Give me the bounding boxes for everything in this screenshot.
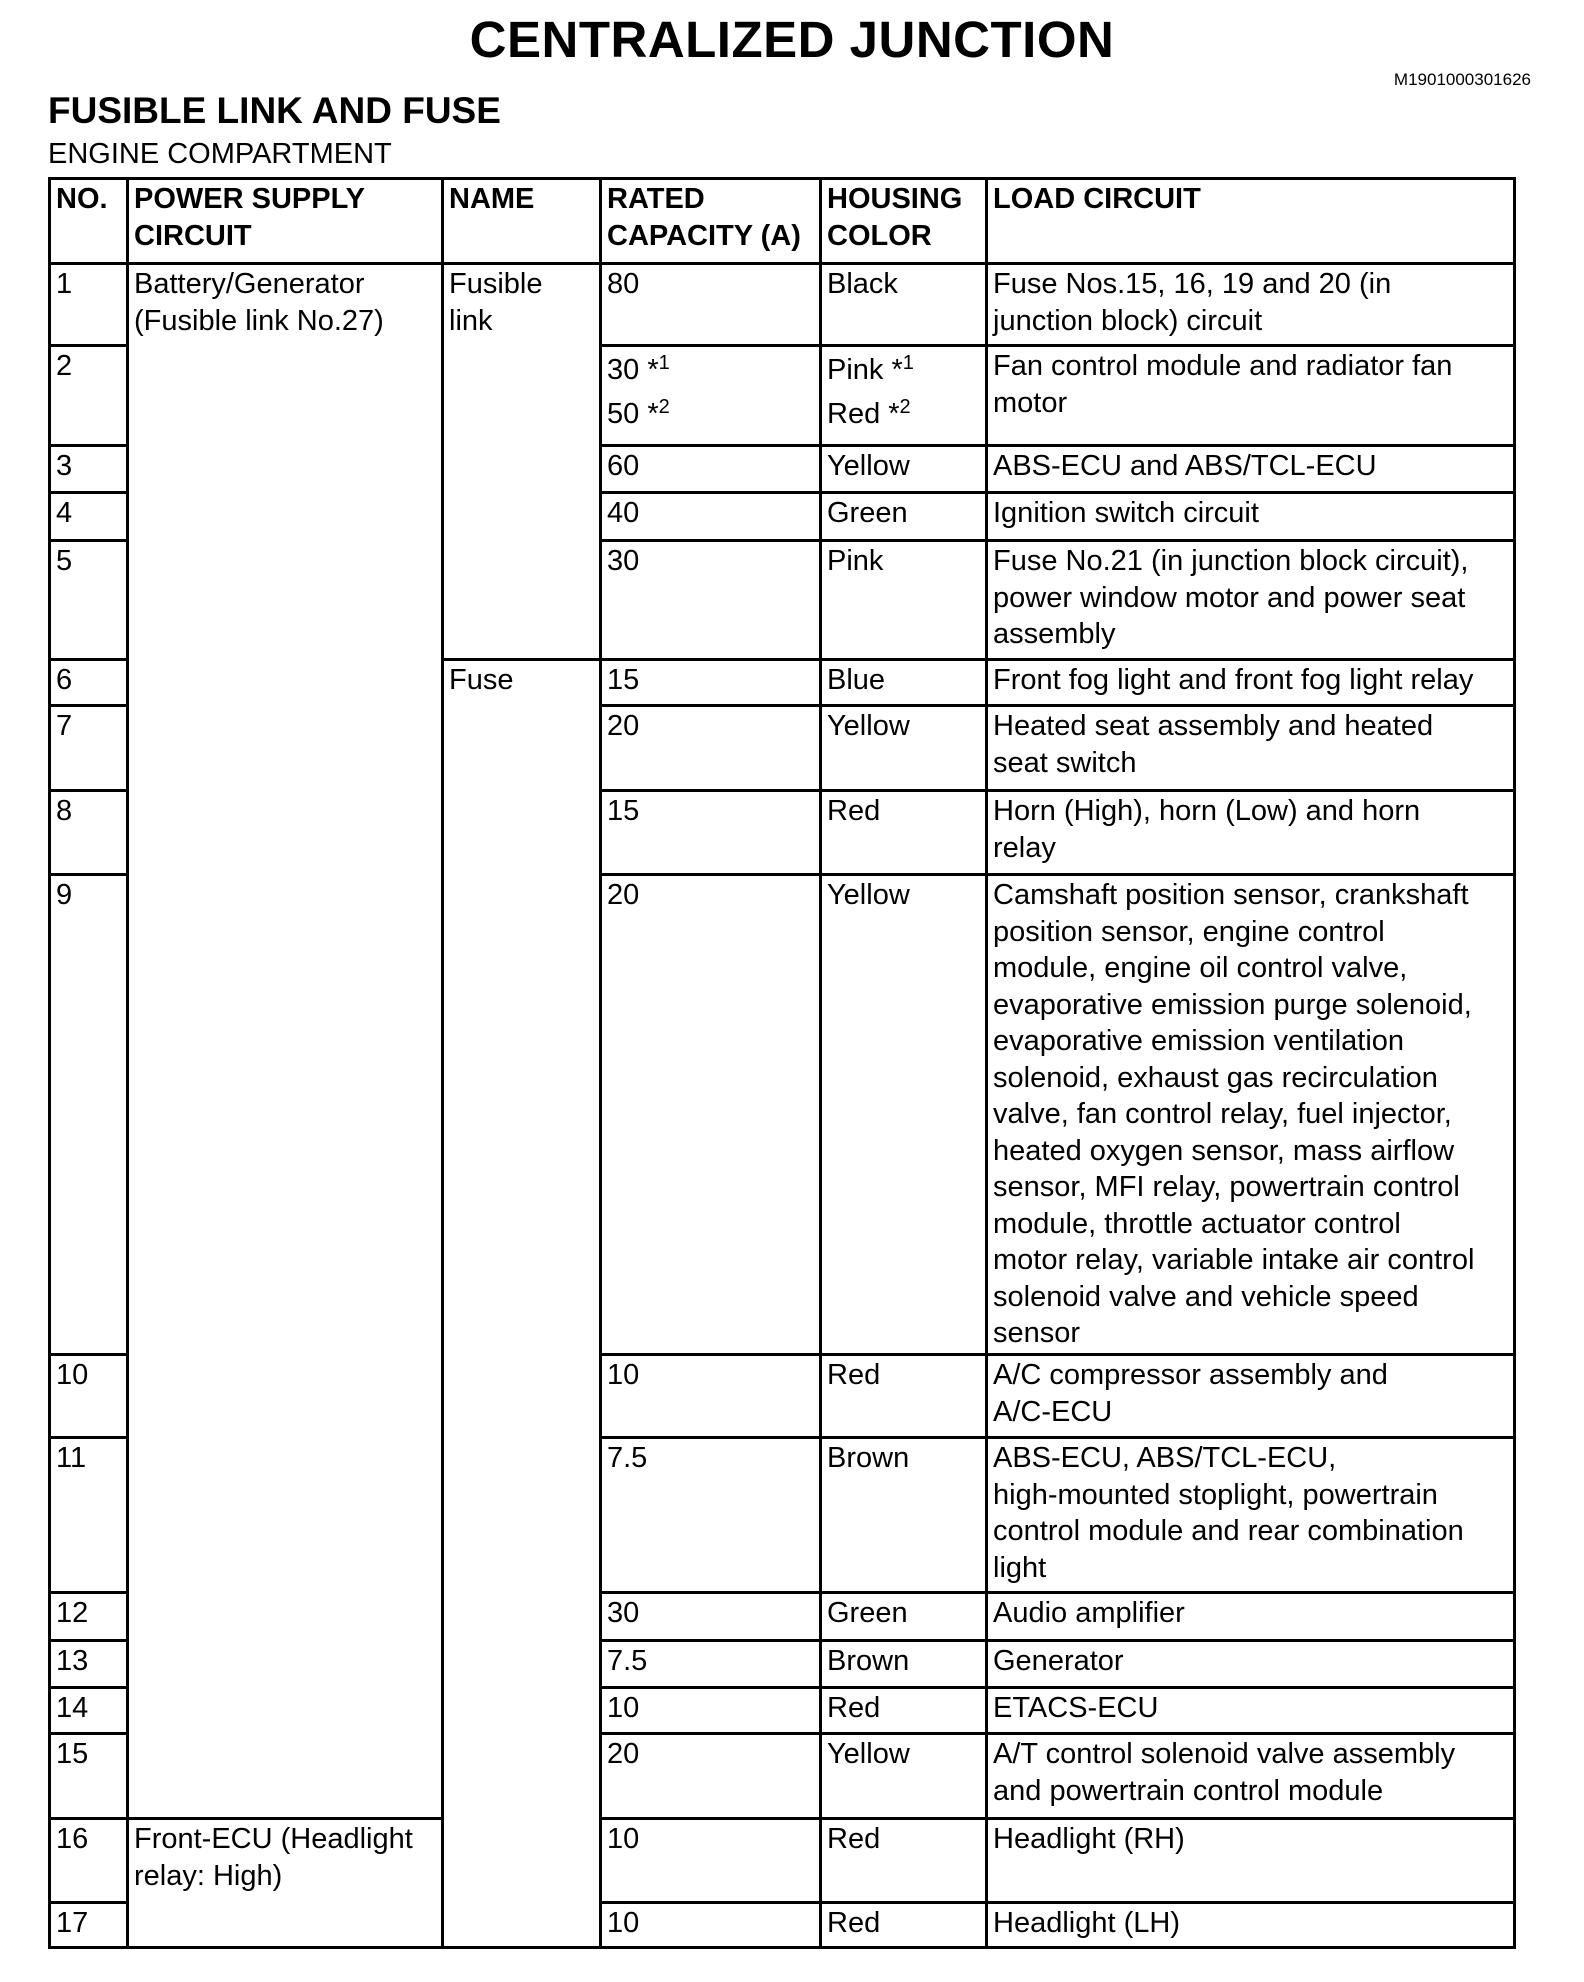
load-circuit: Headlight (RH) bbox=[993, 1823, 1185, 1855]
row-number: 13 bbox=[56, 1645, 89, 1677]
load-circuit: ABS-ECU, ABS/TCL-ECU, high-mounted stoplight, powertrain control module and rear combination light bbox=[993, 1442, 1464, 1584]
housing-color: Green bbox=[827, 1597, 908, 1629]
rated-capacity: 20 bbox=[607, 710, 640, 742]
row-number: 4 bbox=[56, 497, 73, 529]
housing-color: Red bbox=[827, 1692, 881, 1724]
table-rule bbox=[599, 1901, 1513, 1904]
rated-capacity: 15 bbox=[607, 795, 640, 827]
row-number: 17 bbox=[56, 1907, 89, 1939]
table-rule bbox=[48, 1436, 126, 1439]
load-circuit: A/T control solenoid valve assembly and powertrain control module bbox=[993, 1738, 1456, 1807]
table-rule bbox=[48, 789, 126, 792]
table-rule bbox=[599, 1639, 1513, 1642]
load-circuit: Front fog light and front fog light relay bbox=[993, 664, 1474, 696]
table-rule bbox=[48, 177, 1513, 180]
table-rule bbox=[819, 177, 822, 1946]
table-rule bbox=[985, 177, 988, 1946]
row-number: 5 bbox=[56, 545, 73, 577]
rated-capacity: 40 bbox=[607, 497, 640, 529]
table-rule bbox=[599, 539, 1513, 542]
housing-color: Red bbox=[827, 1359, 881, 1391]
table-rule bbox=[48, 539, 126, 542]
row-number: 1 bbox=[56, 268, 73, 300]
row-number: 2 bbox=[56, 350, 73, 382]
row-number: 7 bbox=[56, 710, 73, 742]
table-rule bbox=[48, 262, 1513, 265]
load-circuit: Horn (High), horn (Low) and horn relay bbox=[993, 795, 1421, 864]
housing-color: Green bbox=[827, 497, 908, 529]
housing-color: Pink bbox=[827, 545, 884, 577]
row-number: 15 bbox=[56, 1738, 89, 1770]
table-rule bbox=[599, 1353, 1513, 1356]
housing-color: Blue bbox=[827, 664, 886, 696]
load-circuit: Fan control module and radiator fan motor bbox=[993, 350, 1453, 419]
housing-color: Red bbox=[827, 1823, 881, 1855]
table-rule bbox=[599, 1686, 1513, 1689]
row-number: 9 bbox=[56, 879, 73, 911]
header-load: LOAD CIRCUIT bbox=[993, 183, 1201, 215]
rated-capacity: 80 bbox=[607, 268, 640, 300]
load-circuit: Fuse No.21 (in junction block circuit), power window motor and power seat assembly bbox=[993, 545, 1469, 650]
rated-capacity: 10 bbox=[607, 1692, 640, 1724]
table-rule bbox=[599, 1591, 1513, 1594]
rated-capacity: 30 bbox=[607, 1597, 640, 1629]
rated-capacity: 10 bbox=[607, 1359, 640, 1391]
document-id: M1901000301626 bbox=[1393, 70, 1531, 89]
row-number: 8 bbox=[56, 795, 73, 827]
load-circuit: ETACS-ECU bbox=[993, 1692, 1159, 1724]
table-rule bbox=[599, 873, 1513, 876]
header-capacity: RATED CAPACITY (A) bbox=[607, 183, 801, 252]
rated-capacity: 60 bbox=[607, 450, 640, 482]
rated-capacity: 20 bbox=[607, 1738, 640, 1770]
header-no: NO. bbox=[56, 183, 108, 215]
name-fuse: Fuse bbox=[449, 664, 514, 696]
housing-color: Red bbox=[827, 1907, 881, 1939]
row-number: 6 bbox=[56, 664, 73, 696]
housing-color: Yellow bbox=[827, 879, 910, 911]
housing-color: Black bbox=[827, 268, 898, 300]
row-number: 16 bbox=[56, 1823, 89, 1855]
row-number: 14 bbox=[56, 1692, 89, 1724]
power-supply-front-ecu: Front-ECU (Headlight relay: High) bbox=[134, 1823, 413, 1892]
row-number: 12 bbox=[56, 1597, 89, 1629]
table-rule bbox=[48, 658, 126, 661]
table-rule bbox=[441, 177, 444, 1946]
row-number: 11 bbox=[56, 1442, 87, 1474]
table-rule bbox=[599, 789, 1513, 792]
table-rule bbox=[48, 177, 51, 1946]
load-circuit: ABS-ECU and ABS/TCL-ECU bbox=[993, 450, 1377, 482]
rated-capacity: 20 bbox=[607, 879, 640, 911]
housing-color: Yellow bbox=[827, 1738, 910, 1770]
power-supply-battery: Battery/Generator (Fusible link No.27) bbox=[134, 268, 384, 337]
load-circuit: Heated seat assembly and heated seat switch bbox=[993, 710, 1434, 779]
housing-color: Pink *$^1$ Red *$^2$ bbox=[827, 352, 914, 430]
table-rule bbox=[599, 704, 1513, 707]
table-rule bbox=[599, 491, 1513, 494]
table-rule bbox=[1513, 177, 1516, 1946]
rated-capacity: 7.5 bbox=[607, 1645, 648, 1677]
table-rule bbox=[48, 1817, 126, 1820]
page-title: CENTRALIZED JUNCTION bbox=[469, 11, 1115, 68]
housing-color: Yellow bbox=[827, 710, 910, 742]
load-circuit: Camshaft position sensor, crankshaft position sensor, engine control module, engine oil control valve, evaporative emission purge solenoid, evaporative emission ventilation solenoid, exhaust gas recirculation valve, fan control relay, fuel injector, heated oxygen sensor, mass airflow sensor, MFI relay, powertrain control module, throttle actuator control motor relay, variable intake air control solenoid valve and vehicle speed sensor bbox=[993, 879, 1475, 1349]
table-rule bbox=[48, 1353, 126, 1356]
load-circuit: Ignition switch circuit bbox=[993, 497, 1259, 529]
name-fusible-link: Fusible link bbox=[449, 268, 543, 337]
load-circuit: Generator bbox=[993, 1645, 1124, 1677]
table-rule bbox=[599, 1436, 1513, 1439]
load-circuit: A/C compressor assembly and A/C-ECU bbox=[993, 1359, 1388, 1428]
table-rule bbox=[48, 1732, 126, 1735]
table-rule bbox=[599, 658, 1513, 661]
header-power-supply: POWER SUPPLY CIRCUIT bbox=[134, 183, 365, 252]
row-number: 10 bbox=[56, 1359, 89, 1391]
subsection-title: ENGINE COMPARTMENT bbox=[48, 138, 392, 170]
table-rule bbox=[48, 344, 126, 347]
section-title: FUSIBLE LINK AND FUSE bbox=[48, 90, 501, 131]
rated-capacity: 7.5 bbox=[607, 1442, 648, 1474]
header-name: NAME bbox=[449, 183, 535, 215]
table-rule bbox=[48, 1946, 1516, 1949]
header-color: HOUSING COLOR bbox=[827, 183, 963, 252]
table-rule bbox=[599, 1732, 1513, 1735]
rated-capacity: 10 bbox=[607, 1907, 640, 1939]
table-rule bbox=[48, 444, 126, 447]
table-rule bbox=[48, 1901, 126, 1904]
table-rule bbox=[48, 704, 126, 707]
table-rule bbox=[126, 177, 129, 1946]
rated-capacity: 30 *$^1$ 50 *$^2$ bbox=[607, 352, 670, 430]
table-rule bbox=[441, 658, 599, 661]
load-circuit: Audio amplifier bbox=[993, 1597, 1185, 1629]
housing-color: Brown bbox=[827, 1442, 910, 1474]
rated-capacity: 10 bbox=[607, 1823, 640, 1855]
table-rule bbox=[599, 1817, 1513, 1820]
table-rule bbox=[48, 873, 126, 876]
housing-color: Yellow bbox=[827, 450, 910, 482]
table-rule bbox=[599, 177, 602, 1946]
table-rule bbox=[48, 1639, 126, 1642]
table-rule bbox=[48, 1686, 126, 1689]
rated-capacity: 30 bbox=[607, 545, 640, 577]
table-rule bbox=[599, 344, 1513, 347]
table-rule bbox=[48, 491, 126, 494]
table-rule bbox=[126, 1817, 441, 1820]
housing-color: Red bbox=[827, 795, 881, 827]
table-rule bbox=[48, 1591, 126, 1594]
housing-color: Brown bbox=[827, 1645, 910, 1677]
table-rule bbox=[599, 444, 1513, 447]
load-circuit: Headlight (LH) bbox=[993, 1907, 1180, 1939]
row-number: 3 bbox=[56, 450, 73, 482]
rated-capacity: 15 bbox=[607, 664, 640, 696]
load-circuit: Fuse Nos.15, 16, 19 and 20 (in junction block) circuit bbox=[993, 268, 1392, 337]
